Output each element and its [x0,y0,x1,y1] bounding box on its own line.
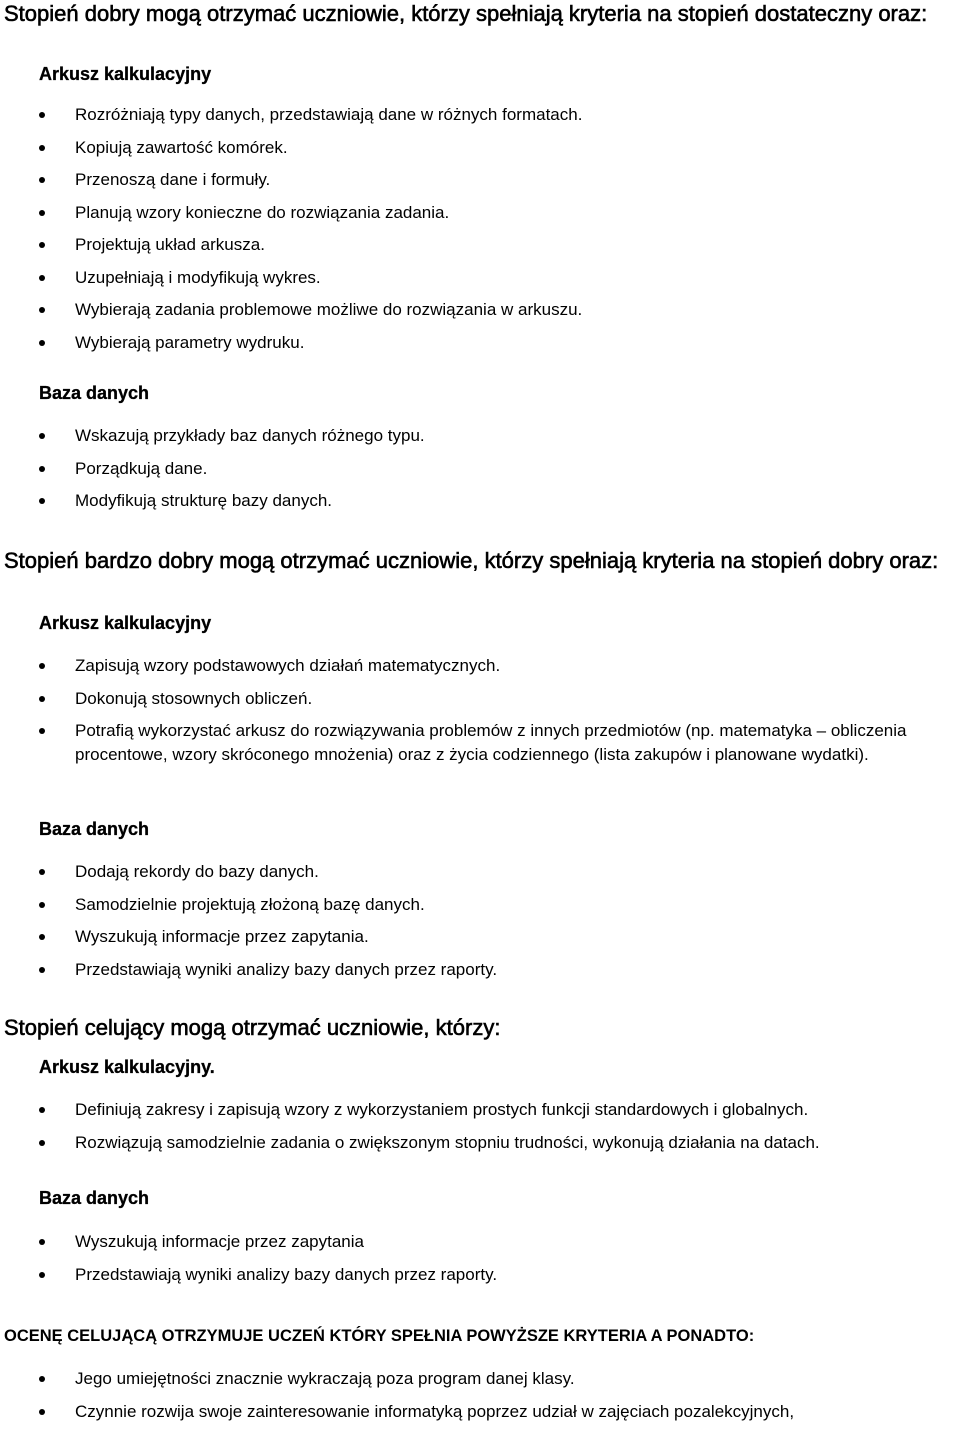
list-item: Rozwiązują samodzielnie zadania o zwiększonym stopniu trudności, wykonują działania na datach. [0,1131,960,1155]
list-spreadsheet-good [0,103,960,363]
subheading-database: Baza danych [39,1188,150,1208]
list-item: Wskazują przykłady baz danych różnego typu. [0,424,960,448]
list-item: Wybierają parametry wydruku. [0,331,960,355]
list-item: Dodają rekordy do bazy danych. [0,860,960,884]
list-item: Kopiują zawartość komórek. [0,136,960,160]
bullet-icon [39,242,45,248]
list-item: Wybierają zadania problemowe możliwe do rozwiązania w arkuszu. [0,298,960,322]
bullet-icon [39,177,45,183]
list-item: Projektują układ arkusza. [0,233,960,257]
bullet-icon [39,307,45,313]
bullet-icon [39,112,45,118]
list-item: Potrafią wykorzystać arkusz do rozwiązywania problemów z innych przedmiotów (np. matematyka – obliczenia procentowe, wzory skróconego mnożenia) oraz z życia codziennego (lista zakupów i planowane wydatki). [0,719,960,767]
section-heading-good: Stopień dobry mogą otrzymać uczniowie, którzy spełniają kryteria na stopień dostateczny oraz: [4,1,928,26]
bullet-icon [39,1376,45,1382]
subheading-spreadsheet: Arkusz kalkulacyjny. [39,1057,215,1077]
list-item: Planują wzory konieczne do rozwiązania zadania. [0,201,960,225]
list-item: Rozróżniają typy danych, przedstawiają dane w różnych formatach. [0,103,960,127]
list-item: Porządkują dane. [0,457,960,481]
bullet-icon [39,1140,45,1146]
list-item: Wyszukują informacje przez zapytania. [0,925,960,949]
section-heading-very-good: Stopień bardzo dobry mogą otrzymać uczniowie, którzy spełniają kryteria na stopień dobry oraz: [4,548,939,573]
subheading-spreadsheet: Arkusz kalkulacyjny [39,64,212,84]
bullet-icon [39,1409,45,1415]
bullet-icon [39,275,45,281]
section-heading-excellent: Stopień celujący mogą otrzymać uczniowie, którzy: [4,1015,501,1040]
list-item: Uzupełniają i modyfikują wykres. [0,266,960,290]
list-item: Czynnie rozwija swoje zainteresowanie informatyką poprzez udział w zajęciach pozalekcyjnych, [0,1400,960,1424]
list-item: Samodzielnie projektują złożoną bazę danych. [0,893,960,917]
list-item: Modyfikują strukturę bazy danych. [0,489,960,513]
list-spreadsheet-excellent [0,1098,960,1163]
bullet-icon [39,1239,45,1245]
bullet-icon [39,869,45,875]
bullet-icon [39,902,45,908]
bullet-icon [39,967,45,973]
bullet-icon [39,1272,45,1278]
extra-criteria-heading: OCENĘ CELUJĄCĄ OTRZYMUJE UCZEŃ KTÓRY SPEŁNIA POWYŻSZE KRYTERIA A PONADTO: [4,1327,755,1345]
list-item: Definiują zakresy i zapisują wzory z wykorzystaniem prostych funkcji standardowych i globalnych. [0,1098,960,1122]
bullet-icon [39,934,45,940]
bullet-icon [39,728,45,734]
list-item: Wyszukują informacje przez zapytania [0,1230,960,1254]
list-database-good [0,424,960,522]
list-item: Dokonują stosownych obliczeń. [0,687,960,711]
bullet-icon [39,1107,45,1113]
list-database-very-good [0,860,960,990]
list-spreadsheet-very-good [0,654,960,776]
list-item: Przedstawiają wyniki analizy bazy danych przez raporty. [0,1263,960,1287]
bullet-icon [39,663,45,669]
bullet-icon [39,340,45,346]
list-item: Zapisują wzory podstawowych działań matematycznych. [0,654,960,678]
list-item: Jego umiejętności znacznie wykraczają poza program danej klasy. [0,1367,960,1391]
subheading-spreadsheet: Arkusz kalkulacyjny [39,613,212,633]
bullet-icon [39,696,45,702]
subheading-database: Baza danych [39,819,150,839]
subheading-database: Baza danych [39,383,150,403]
list-extra-criteria [0,1367,960,1432]
list-database-excellent [0,1230,960,1295]
bullet-icon [39,433,45,439]
list-item: Przedstawiają wyniki analizy bazy danych przez raporty. [0,958,960,982]
bullet-icon [39,498,45,504]
bullet-icon [39,466,45,472]
bullet-icon [39,145,45,151]
bullet-icon [39,210,45,216]
list-item: Przenoszą dane i formuły. [0,168,960,192]
